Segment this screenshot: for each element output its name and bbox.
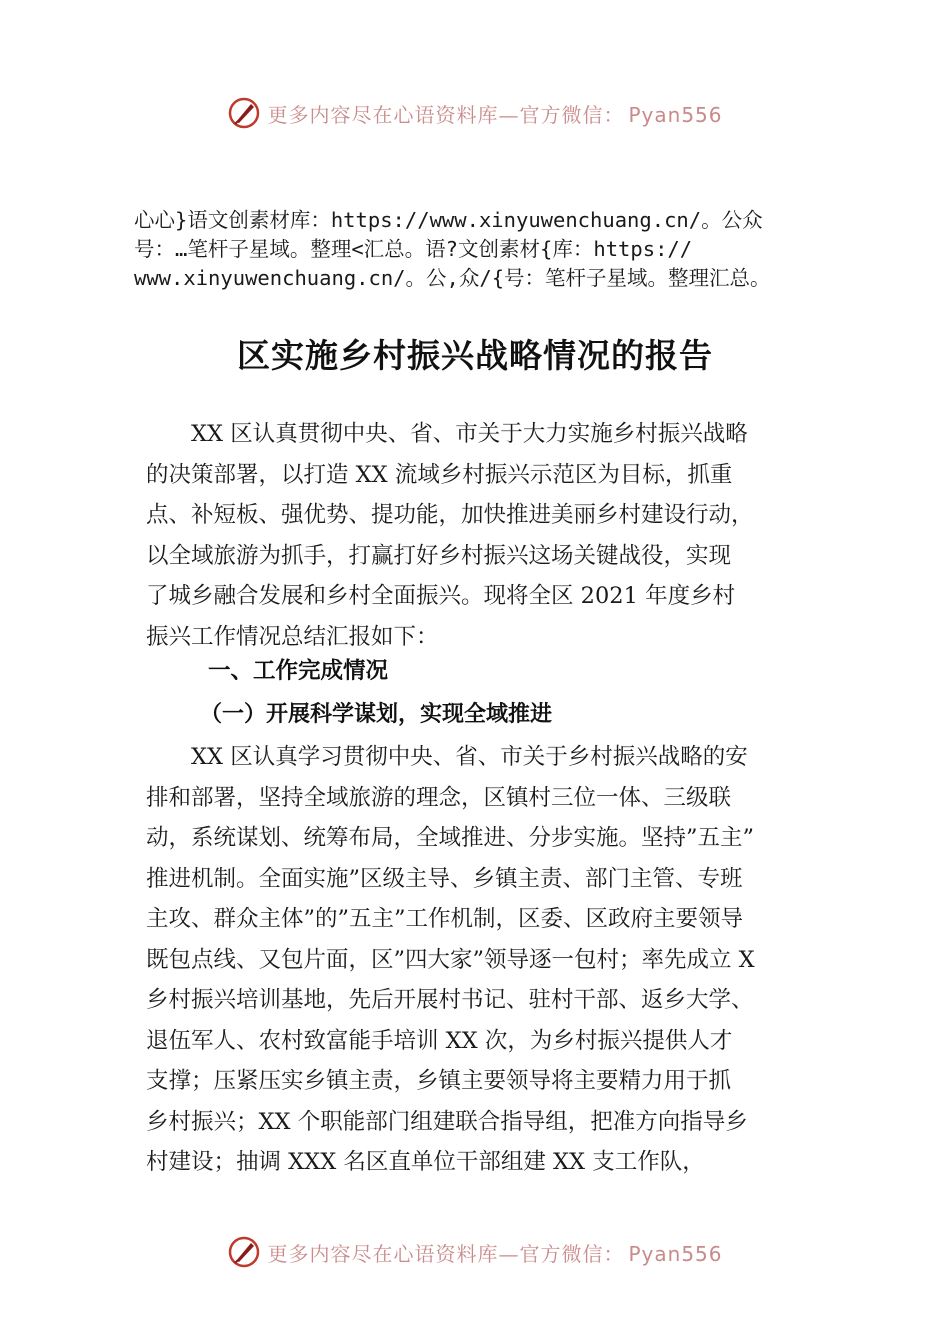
quill-pen-logo-icon: [227, 1235, 261, 1269]
quill-pen-logo-icon: [227, 96, 261, 130]
paragraph-line: 乡村振兴培训基地，先后开展村书记、驻村干部、返乡大学、: [146, 987, 754, 1013]
footer-banner: [0, 1232, 950, 1272]
banner-text: 更多内容尽在心语资料库—官方微信： Pyan556: [267, 102, 723, 127]
banner-handle: Pyan556: [628, 102, 723, 127]
paragraph-line: 动，系统谋划、统筹布局，全域推进、分步实施。坚持”五主”: [146, 825, 755, 851]
source-note-line: www.xinyuwenchuang.cn/。公,众/{号：笔杆子星域。整理汇总。: [134, 266, 771, 290]
paragraph-line: XX 区认真学习贯彻中央、省、市关于乡村振兴战略的安: [146, 744, 748, 770]
paragraph-line: 主攻、群众主体”的”五主”工作机制，区委、区政府主要领导: [146, 906, 744, 932]
paragraph-line: XX 区认真贯彻中央、省、市关于大力实施乡村振兴战略: [146, 421, 748, 447]
paragraph-line: 的决策部署，以打造 XX 流域乡村振兴示范区为目标，抓重: [146, 461, 733, 488]
intro-paragraph: [146, 414, 826, 657]
paragraph-line: 以全域旅游为抓手，打赢打好乡村振兴这场关键战役，实现: [146, 542, 732, 569]
paragraph-line: 村建设；抽调 XXX 名区直单位干部组建 XX 支工作队，: [146, 1149, 705, 1175]
source-note: [134, 206, 874, 293]
paragraph-line: 点、补短板、强优势、提功能，加快推进美丽乡村建设行动，: [146, 502, 754, 528]
document-title: 区实施乡村振兴战略情况的报告: [237, 336, 713, 375]
source-note-line: 号：…笔杆子星域。整理<汇总。语?文创素材{库：https://: [134, 237, 693, 261]
section-paragraph: [146, 737, 826, 1183]
section-heading: 一、工作完成情况: [208, 658, 389, 684]
paragraph-line: 乡村振兴；XX 个职能部门组建联合指导组，把准方向指导乡: [146, 1108, 748, 1135]
source-note-line: 心心}语文创素材库：https://www.xinyuwenchuang.cn/。公众: [134, 208, 763, 232]
subsection-heading: （一）开展科学谋划，实现全域推进: [200, 701, 553, 727]
header-banner: [0, 93, 950, 133]
banner-text: 更多内容尽在心语资料库—官方微信： Pyan556: [267, 1241, 723, 1266]
paragraph-line: 推进机制。全面实施”区级主导、乡镇主责、部门主管、专班: [146, 865, 743, 892]
paragraph-line: 退伍军人、农村致富能手培训 XX 次，为乡村振兴提供人才: [146, 1027, 733, 1054]
paragraph-line: 既包点线、又包片面，区”四大家”领导逐一包村；率先成立 X: [146, 946, 755, 973]
banner-handle: Pyan556: [628, 1241, 723, 1266]
paragraph-line: 排和部署，坚持全域旅游的理念，区镇村三位一体、三级联: [146, 784, 732, 811]
paragraph-line: 支撑；压紧压实乡镇主责，乡镇主要领导将主要精力用于抓: [146, 1068, 732, 1094]
paragraph-line: 振兴工作情况总结汇报如下：: [146, 623, 439, 650]
paragraph-line: 了城乡融合发展和乡村全面振兴。现将全区 2021 年度乡村: [146, 583, 736, 609]
